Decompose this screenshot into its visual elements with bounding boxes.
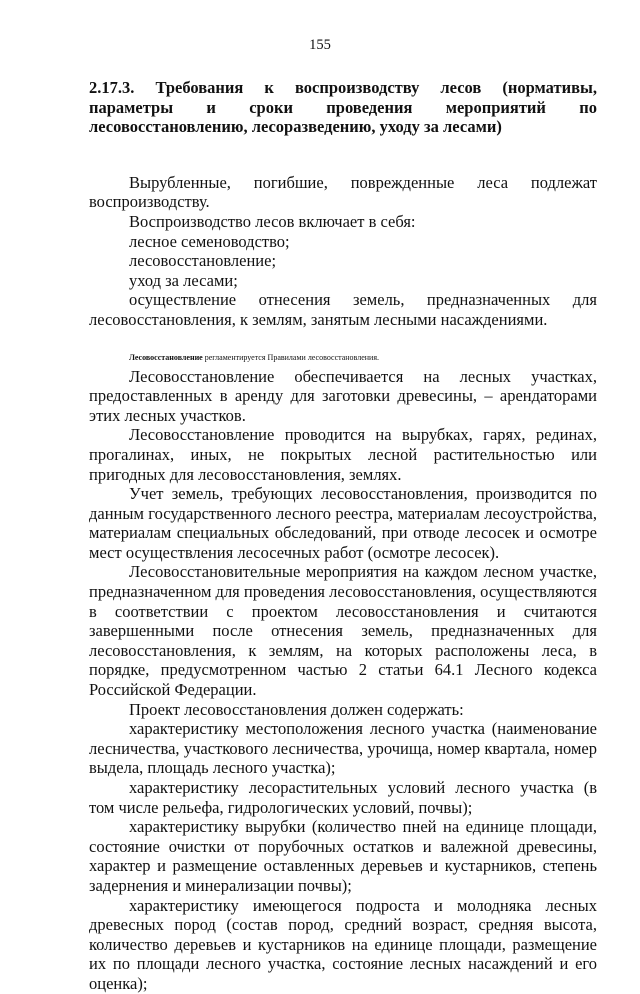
- intro-paragraph-1: Вырубленные, погибшие, поврежденные леса подлежат воспроизводству.: [89, 172, 597, 212]
- body-list-item: характеристику вырубки (количество пней на единице площади, состояние очистки от порубочных остатков и валежной древесины, характер и размещение оставленных деревьев и кустарников, степень задернения и минерализации почвы);: [89, 817, 597, 895]
- body-paragraph-1: Лесовосстановление обеспечивается на лесных участках, предоставленных в аренду для заготовки древесины, – арендаторами этих лесных участков.: [89, 366, 597, 425]
- section-title: Требования к воспроизводству лесов (нормативы, параметры и сроки проведения мероприятий по лесовосстановлению, лесоразведению, уходу за лесами): [89, 78, 597, 137]
- intro-paragraph-2: Воспроизводство лесов включает в себя:: [129, 211, 416, 231]
- body-paragraph-5: Проект лесовосстановления должен содержать:: [129, 699, 464, 719]
- page-content: [89, 78, 597, 994]
- section-number: 2.17.3.: [89, 78, 135, 97]
- spacer: [89, 330, 597, 352]
- intro-list-item: осуществление отнесения земель, предназначенных для лесовосстановления, к землям, занятым лесными насаждениями.: [89, 290, 597, 329]
- body-list-item: характеристику местоположения лесного участка (наименование лесничества, участкового лесничества, урочища, номер квартала, номер выдела, площадь лесного участка);: [89, 719, 597, 778]
- body-paragraph-2: Лесовосстановление проводится на вырубках, гарях, рединах, прогалинах, иных, не покрытых лесной растительностью или пригодных для лесовосстановления, землях.: [89, 425, 597, 484]
- intro-list-item: лесовосстановление;: [129, 251, 277, 271]
- intro-list-item: уход за лесами;: [129, 270, 238, 290]
- footnote: [129, 352, 597, 363]
- footnote-text: регламентируется Правилами лесовосстановления.: [202, 352, 380, 362]
- body-list-item: характеристику имеющегося подроста и молодняка лесных древесных пород (состав пород, средний возраст, средняя высота, количество деревьев и кустарников на единице площади, размещение их по площади лесного участка, состояние лесных насаждений и его оценка);: [89, 895, 597, 993]
- footnote-bold: Лесовосстановление: [129, 352, 203, 362]
- heading-gap: [134, 78, 155, 97]
- intro-list-item: лесное семеноводство;: [129, 231, 290, 251]
- spacer: [89, 137, 597, 173]
- body-paragraph-3: Учет земель, требующих лесовосстановления, производится по данным государственного лесного реестра, материалам лесоустройства, материалам специальных обследований, при отводе лесосек и осмотре мест осуществления лесосечных работ (осмотре лесосек).: [89, 484, 597, 562]
- section-heading: [89, 78, 597, 137]
- body-paragraph-4: Лесовосстановительные мероприятия на каждом лесном участке, предназначенном для проведения лесовосстановления, осуществляются в соответствии с проектом лесовосстановления и считаются завершенными после отнесения земель, предназначенных для лесовосстановления, к землям, на которых расположены леса, в порядке, предусмотренном частью 2 статьи 64.1 Лесного кодекса Российской Федерации.: [89, 562, 597, 700]
- body-list-item: характеристику лесорастительных условий лесного участка (в том числе рельефа, гидрологических условий, почвы);: [89, 778, 597, 817]
- page-number: 155: [309, 37, 331, 53]
